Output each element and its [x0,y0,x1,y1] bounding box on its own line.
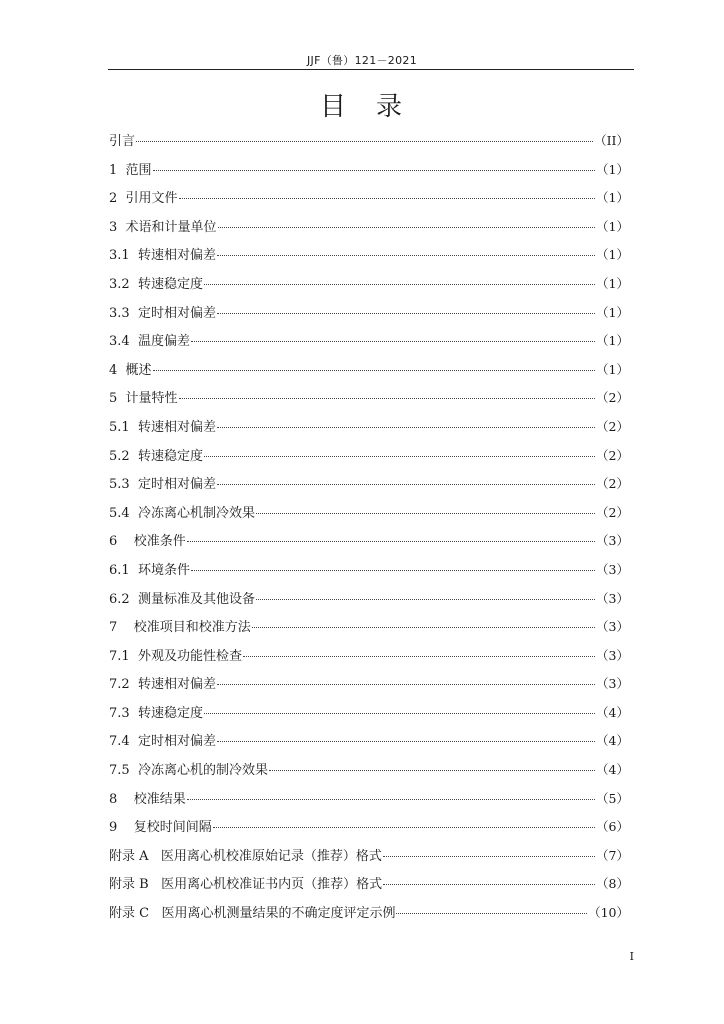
toc-entry-label: 3.3 定时相对偏差 [109,305,216,321]
toc-entry-25[interactable] [109,846,629,875]
dot-leader [217,484,595,485]
toc-entry-5[interactable] [109,274,629,303]
toc-entry-2[interactable] [109,188,629,217]
toc-entry-22[interactable] [109,760,629,789]
dot-leader [179,398,596,399]
page-number: I [629,950,634,963]
toc-entry-page: （6） [596,819,629,835]
dot-leader [204,713,595,714]
toc-entry-14[interactable] [109,531,629,560]
toc-entry-0[interactable] [109,131,629,160]
dot-leader [204,284,595,285]
toc-entry-label: 5.3 定时相对偏差 [109,477,216,493]
toc-entry-label: 7 校准项目和校准方法 [109,620,251,636]
toc-entry-16[interactable] [109,589,629,618]
toc-entry-label: 5 计量特性 [109,391,178,407]
toc-entry-label: 8 校准结果 [109,791,186,807]
toc-entry-label: 6 校准条件 [109,534,186,550]
toc-entry-page: （1） [596,333,629,349]
toc-entry-label: 附录 B 医用离心机校准证书内页（推荐）格式 [109,877,383,893]
toc-entry-21[interactable] [109,731,629,760]
toc-entry-1[interactable] [109,160,629,189]
toc-entry-page: （1） [596,218,629,234]
toc-entry-page: （1） [596,190,629,206]
dot-leader [217,427,595,428]
dot-leader [243,656,595,657]
toc-entry-27[interactable] [109,903,629,932]
dot-leader [256,513,595,514]
document-code-header: JJF（鲁）121－2021 [306,54,417,67]
toc-entry-label: 2 引用文件 [109,191,178,207]
toc-entry-label: 引言 [109,134,136,149]
toc-entry-8[interactable] [109,360,629,389]
dot-leader [213,827,595,828]
toc-entry-page: （1） [596,161,629,177]
toc-entry-9[interactable] [109,388,629,417]
header-divider [108,69,634,70]
toc-entry-page: （1） [596,361,629,377]
toc-entry-3[interactable] [109,217,629,246]
dot-leader [187,541,595,542]
toc-entry-label: 7.2 转速相对偏差 [109,677,216,693]
toc-entry-label: 6.1 环境条件 [109,562,190,578]
toc-entry-page: （7） [596,847,629,863]
toc-entry-19[interactable] [109,674,629,703]
dot-leader [153,370,596,371]
dot-leader [383,856,595,857]
toc-entry-page: （4） [596,762,629,778]
toc-entry-label: 3 术语和计量单位 [109,219,217,235]
toc-entry-label: 7.3 转速稳定度 [109,705,203,721]
toc-entry-page: （3） [596,647,629,663]
dot-leader [383,884,595,885]
toc-entry-4[interactable] [109,245,629,274]
toc-entry-page: （3） [596,590,629,606]
toc-entry-13[interactable] [109,503,629,532]
toc-entry-label: 4 概述 [109,362,152,378]
toc-entry-label: 9 复校时间间隔 [109,820,212,836]
dot-leader [153,170,596,171]
toc-entry-15[interactable] [109,560,629,589]
toc-entry-page: （1） [596,304,629,320]
dot-leader [256,599,595,600]
toc-entry-label: 附录 A 医用离心机校准原始记录（推荐）格式 [109,848,382,864]
toc-entry-label: 7.1 外观及功能性检查 [109,648,242,664]
dot-leader [179,198,596,199]
toc-entry-10[interactable] [109,417,629,446]
toc-entry-24[interactable] [109,817,629,846]
toc-entry-page: （2） [596,504,629,520]
dot-leader [136,141,593,142]
toc-entry-page: （5） [596,790,629,806]
toc-entry-page: （3） [596,533,629,549]
dot-leader [191,341,595,342]
toc-entry-page: （2） [596,390,629,406]
toc-entry-page: （8） [596,876,629,892]
toc-entry-page: （2） [596,476,629,492]
toc-entry-6[interactable] [109,303,629,332]
toc-entry-label: 1 范围 [109,162,152,178]
toc-entry-18[interactable] [109,646,629,675]
toc-entry-page: （1） [596,247,629,263]
toc-entry-page: （II） [594,133,629,148]
toc-entry-label: 5.4 冷冻离心机制冷效果 [109,505,255,521]
toc-entry-11[interactable] [109,446,629,475]
dot-leader [217,255,595,256]
toc-entry-23[interactable] [109,789,629,818]
dot-leader [217,741,595,742]
toc-entry-page: （4） [596,704,629,720]
toc-entry-17[interactable] [109,617,629,646]
toc-entry-label: 3.1 转速相对偏差 [109,248,216,264]
toc-entry-label: 5.2 转速稳定度 [109,448,203,464]
toc-entry-label: 7.4 定时相对偏差 [109,734,216,750]
dot-leader [191,570,595,571]
dot-leader [204,456,595,457]
toc-entry-page: （10） [588,905,629,921]
toc-entry-label: 7.5 冷冻离心机的制冷效果 [109,763,268,779]
dot-leader [396,913,587,914]
dot-leader [269,770,595,771]
toc-entry-label: 5.1 转速相对偏差 [109,419,216,435]
toc-entry-7[interactable] [109,331,629,360]
toc-entry-page: （4） [596,733,629,749]
toc-entry-label: 附录 C 医用离心机测量结果的不确定度评定示例 [109,906,396,922]
toc-entry-page: （1） [596,275,629,291]
toc-entry-page: （3） [596,561,629,577]
dot-leader [187,799,595,800]
toc-entry-page: （3） [596,676,629,692]
toc-entry-20[interactable] [109,703,629,732]
toc-entry-page: （2） [596,418,629,434]
dot-leader [218,227,596,228]
table-of-contents [109,131,629,932]
toc-entry-page: （2） [596,447,629,463]
dot-leader [252,627,595,628]
toc-entry-12[interactable] [109,474,629,503]
dot-leader [217,684,595,685]
toc-entry-page: （3） [596,619,629,635]
dot-leader [217,313,595,314]
page-title: 目 录 [319,92,404,122]
toc-entry-label: 6.2 测量标准及其他设备 [109,591,255,607]
toc-entry-label: 3.2 转速稳定度 [109,276,203,292]
toc-entry-label: 3.4 温度偏差 [109,334,190,350]
toc-entry-26[interactable] [109,874,629,903]
